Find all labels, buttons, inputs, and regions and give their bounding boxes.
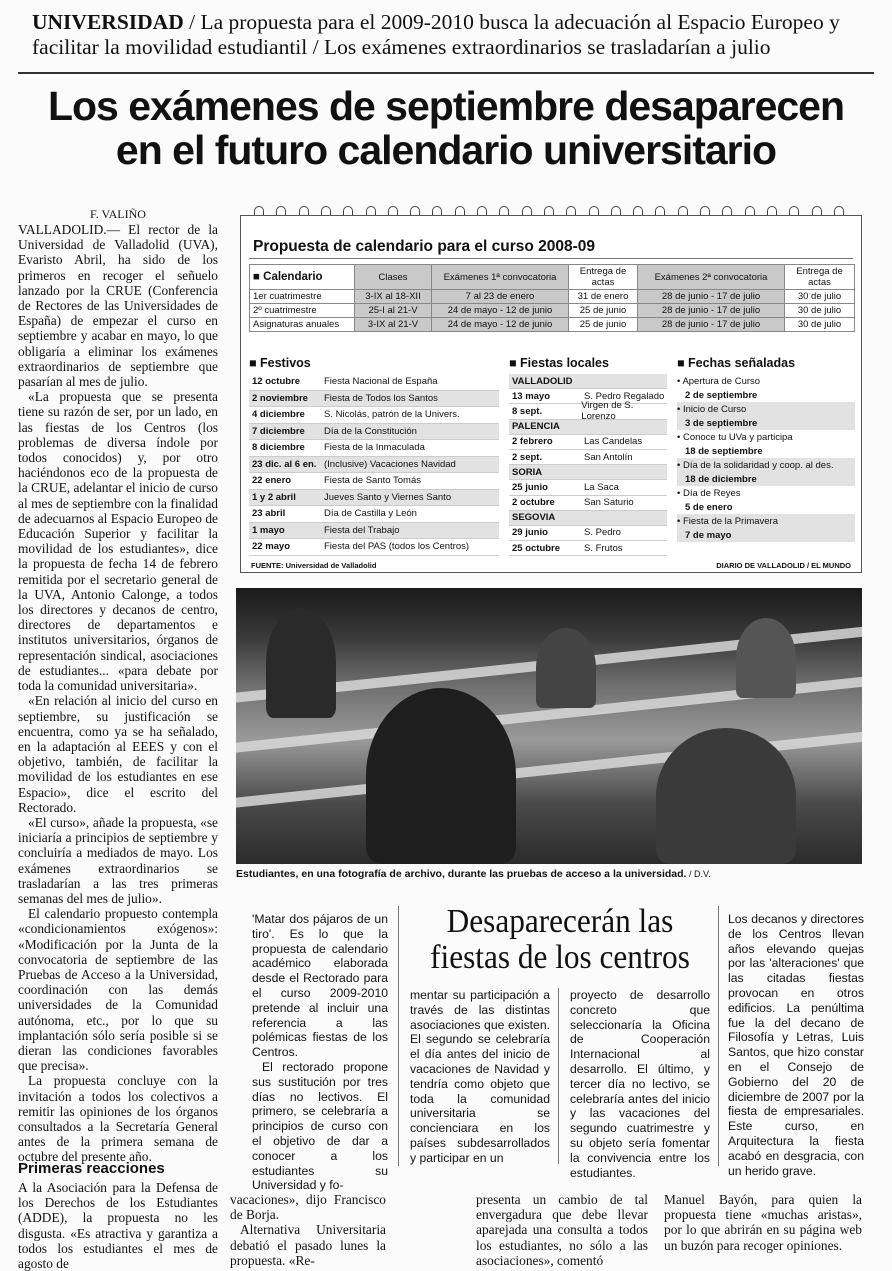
student-figure — [266, 608, 336, 718]
table-cell: 30 de julio — [785, 304, 855, 318]
city-name: SEGOVIA — [512, 512, 556, 524]
divider — [18, 72, 874, 74]
kicker-text: / La propuesta para el 2009-2010 busca la adecuación al Espacio Europeo y facilitar la movilidad estudiantil / Los exámenes extraordinarios se trasladarían a julio — [32, 10, 840, 59]
sidebar-column-2: mentar su participación a través de las distintas asociaciones que existen. El segundo se celebraría el día antes del inicio de vacaciones de Navidad y tendría como objeto que toda la comunidad universitaria se concienciara en los países subdesarrollados y participar en un — [410, 988, 550, 1165]
event-name: • Fiesta de la Primavera — [677, 514, 855, 528]
local-date: 2 febrero — [512, 436, 553, 448]
local-fiesta-name: S. Pedro Regalado — [584, 390, 665, 402]
caption-text: Estudiantes, en una fotografía de archivo, durante las pruebas de acceso a la universidad. — [236, 868, 687, 880]
calendar-footer — [251, 561, 851, 570]
local-fiesta-name: La Saca — [584, 481, 619, 493]
student-figure — [656, 728, 796, 864]
table-header-cell: Exámenes 2ª convocatoria — [638, 265, 785, 290]
holiday-date: 4 diciembre — [252, 409, 305, 421]
holiday-date: 7 diciembre — [252, 425, 305, 437]
paragraph: El calendario propuesto contempla «condicionamientos exógenos»: «Modificación por la Junta de la convocatoria de septiembre de las Pruebas de Acceso a la Universidad, coordinación con las demás universidades de la Comunidad autónoma, etc., por lo que su implantación sólo sería posible si se dieran las condiciones favorables que precisa». — [18, 906, 218, 1074]
table-cell: 2º cuatrimestre — [250, 304, 355, 318]
holiday-name: Fiesta del PAS (todos los Centros) — [324, 541, 470, 553]
list-item — [509, 450, 667, 465]
article-column-4 — [664, 1192, 862, 1253]
local-date: 2 octubre — [512, 497, 555, 509]
local-date: 25 junio — [512, 481, 548, 493]
headline-line-1: Los exámenes de septiembre desaparecen — [47, 83, 845, 129]
event-date: 18 de diciembre — [677, 472, 855, 486]
event-date: 2 de septiembre — [685, 389, 758, 401]
headline — [18, 84, 874, 172]
table-cell: 30 de julio — [785, 318, 855, 332]
local-fiesta-name: San Saturio — [584, 497, 634, 509]
event-date: 18 de septiembre — [685, 445, 763, 457]
table-cell: 24 de mayo - 12 de junio — [432, 304, 569, 318]
photo-credit: / D.V. — [686, 869, 711, 879]
holiday-date: 12 octubre — [252, 376, 301, 388]
fechas-senaladas-title: ■ Fechas señaladas — [677, 356, 796, 370]
holiday-name: Jueves Santo y Viernes Santo — [324, 491, 452, 503]
article-column-1 — [18, 222, 218, 1165]
local-date: 29 junio — [512, 527, 548, 539]
article-column-1-continued — [18, 1180, 218, 1271]
holiday-name: Fiesta de la Inmaculada — [324, 442, 425, 454]
kicker — [32, 10, 872, 60]
table-cell: 24 de mayo - 12 de junio — [432, 318, 569, 332]
fiestas-locales-list — [509, 374, 667, 556]
holiday-name: Fiesta del Trabajo — [324, 524, 400, 536]
list-item — [249, 407, 499, 424]
table-header-cell: Exámenes 1ª convocatoria — [432, 265, 569, 290]
event-name: • Día de Reyes — [677, 487, 741, 499]
list-item — [509, 526, 667, 541]
student-figure — [366, 688, 516, 864]
table-header-cell: Entrega de actas — [569, 265, 638, 290]
paragraph: vacaciones», dijo Francisco de Borja. — [230, 1192, 386, 1223]
local-date: 25 octubre — [512, 542, 561, 554]
holiday-date: 22 mayo — [252, 541, 291, 553]
holiday-date: 1 y 2 abril — [252, 491, 296, 503]
city-name: PALENCIA — [512, 421, 560, 433]
list-item — [509, 465, 667, 480]
local-fiesta-name: Virgen de S. Lorenzo — [581, 400, 634, 423]
list-item — [249, 374, 499, 391]
event-name: • Inicio de Curso — [677, 402, 855, 416]
list-item — [509, 400, 667, 423]
student-figure — [536, 628, 596, 708]
credit-note: DIARIO DE VALLADOLID / EL MUNDO — [716, 561, 851, 570]
list-item — [509, 511, 667, 526]
list-item — [509, 541, 667, 556]
fechas-senaladas-list — [677, 374, 855, 542]
paragraph: «La propuesta que se presenta tiene su razón de ser, por un lado, en las fiestas de los Centros (los problemas de diversa índole por todos conocidos) y, por otro haciéndonos eco de la propuesta de la CRUE, adelantar el inicio de curso al mes de septiembre con la finalidad de adecuarnos al Espacio Europeo de Educación Superior y facilitar la movilidad de los estudiantes», dice la propuesta de fecha 14 de febrero remitida por el secretario general de la UVA, Antonio Calonge, a todos los directores y decanos de centro, directores de departamentos e institutos universitarios, órganos de representación sindical, asociaciones de estudiantes... «para debate por toda la comunidad universitaria». — [18, 389, 218, 694]
table-cell: 25-I al 21-V — [355, 304, 432, 318]
calendar-graphic — [240, 215, 862, 573]
table-row — [250, 290, 855, 304]
local-fiesta-name: Las Candelas — [584, 436, 643, 448]
table-cell: 25 de junio — [569, 304, 638, 318]
table-header-cell: Clases — [355, 265, 432, 290]
paragraph: 'Matar dos pájaros de un tiro'. Es lo que la propuesta de calendario académico elaborada desde el Rectorado para el curso 2009-2010 pretende al incluir una referencia a las polémicas fiestas de los Centros. — [252, 912, 388, 1060]
paragraph: A la Asociación para la Defensa de los Derechos de los Estudiantes (ADDE), la propuesta no les disgusta. «Es atractiva y garantiza a todos los estudiantes el mes de agosto de — [18, 1180, 218, 1271]
holiday-date: 1 mayo — [252, 524, 285, 536]
paragraph: El rectorado propone sus sustitución por tres días no lectivos. El primero, se celebraría a principios de curso con el objetivo de dar a conocer a los estudiantes su Universidad y fo- — [252, 1059, 388, 1193]
event-name: • Conoce tu UVa y participa — [677, 431, 793, 443]
local-fiesta-name: S. Pedro — [584, 527, 621, 539]
table-cell: 31 de enero — [569, 290, 638, 304]
local-date: 2 sept. — [512, 451, 543, 463]
table-cell: 30 de julio — [785, 290, 855, 304]
list-item — [249, 391, 499, 408]
list-item — [509, 480, 667, 495]
calendar-table — [249, 264, 855, 332]
local-fiesta-name: S. Frutos — [584, 542, 623, 554]
list-item — [509, 496, 667, 511]
sidebar-column-1 — [252, 912, 388, 1193]
festivos-list — [249, 374, 499, 556]
table-row — [250, 304, 855, 318]
column-rule — [558, 988, 559, 1164]
table-cell: 28 de junio - 17 de julio — [638, 290, 785, 304]
section-label: UNIVERSIDAD — [32, 10, 184, 34]
list-item — [509, 374, 667, 389]
table-header-row — [250, 265, 855, 290]
local-fiesta-name: San Antolín — [584, 451, 633, 463]
paragraph: Manuel Bayón, para quien la propuesta tiene «muchas aristas», por lo que abrirán en su página web un buzón para recoger opiniones. — [664, 1192, 862, 1253]
local-date: 8 sept. — [512, 405, 543, 417]
photo-caption — [236, 868, 862, 880]
event-date: 3 de septiembre — [677, 416, 855, 430]
students-exam-photo — [236, 588, 862, 864]
table-row — [250, 318, 855, 332]
byline: F. VALIÑO — [90, 207, 146, 221]
holiday-name: Fiesta Nacional de España — [324, 376, 438, 388]
list-item — [249, 490, 499, 507]
paragraph: presenta un cambio de tal envergadura que debe llevar aparejada una consulta a todos los estudiantes, no sólo a las asociaciones», comentó — [476, 1192, 648, 1268]
holiday-date: 23 abril — [252, 508, 286, 520]
list-item — [249, 457, 499, 474]
table-cell: 7 al 23 de enero — [432, 290, 569, 304]
local-date: 13 mayo — [512, 390, 551, 402]
city-name: SORIA — [512, 466, 543, 478]
sidebar-column-4: Los decanos y directores de los Centros llevan años elevando quejas por las 'alteraciones' que las citadas fiestas provocan en otros edificios. La penúltima fue la del decano de Filosofía y Letras, Luis Santos, que hizo constar en el Consejo de Gobierno del 20 de diciembre de 2007 por la fiesta de empresariales. Este curso, en Arquitectura la fiesta acabó en desgracia, con un herido grave. — [728, 912, 864, 1178]
headline-line-2: en el futuro calendario universitario — [115, 127, 777, 173]
holiday-name: Fiesta de Santo Tomás — [324, 475, 421, 487]
column-rule — [718, 906, 719, 1166]
list-item — [509, 435, 667, 450]
list-item — [249, 523, 499, 540]
student-figure — [736, 618, 796, 698]
paragraph: «En relación al inicio del curso en septiembre, su justificación se encuentra, como ya se ha señalado, en la adaptación al EEES y con el objetivo, también, de facilitar la movilidad de los estudiantes en ese Espacio», dice el escrito del Rectorado. — [18, 693, 218, 815]
table-cell: 25 de junio — [569, 318, 638, 332]
divider — [249, 258, 853, 259]
table-cell: 28 de junio - 17 de julio — [638, 304, 785, 318]
sidebar-headline: Desaparecerán las fiestas de los centros — [430, 903, 690, 976]
holiday-name: S. Nicolás, patrón de la Univers. — [324, 409, 460, 421]
source-note: FUENTE: Universidad de Valladolid — [251, 561, 377, 570]
event-name: • Apertura de Curso — [677, 375, 761, 387]
table-cell: 3-IX al 18-XII — [355, 290, 432, 304]
table-header-cell: Entrega de actas — [785, 265, 855, 290]
list-item — [249, 440, 499, 457]
city-name: VALLADOLID — [512, 375, 573, 387]
table-cell: 3-IX al 21-V — [355, 318, 432, 332]
holiday-date: 22 enero — [252, 475, 292, 487]
list-item — [249, 424, 499, 441]
holiday-date: 23 dic. al 6 en. — [252, 458, 317, 470]
fiestas-locales-title: ■ Fiestas locales — [509, 356, 609, 370]
column-rule — [398, 906, 399, 1166]
paragraph: Alternativa Universitaria debatió el pasado lunes la propuesta. «Re- — [230, 1222, 386, 1268]
paragraph: VALLADOLID.— El rector de la Universidad de Valladolid (UVA), Evaristo Abril, ha sido de los primeros en recoger el señuelo lanzado por la CRUE (Conferencia de Rectores de las Universidades de España) de empezar el curso en septiembre y acabar en mayo, lo que obligaría a eliminar los exámenes extraordinarios de septiembre que pasarían al mes de julio. — [18, 222, 218, 390]
holiday-name: Día de Castilla y León — [324, 508, 417, 520]
paragraph: La propuesta concluye con la invitación a todos los colectivos a remitir las opiniones de los órganos consultados a la Secretaría General antes de la primera semana de octubre del presente año. — [18, 1073, 218, 1165]
holiday-date: 2 noviembre — [252, 392, 308, 404]
list-item — [249, 539, 499, 556]
calendar-title: Propuesta de calendario para el curso 2008-09 — [253, 238, 596, 255]
holiday-name: Día de la Constitución — [324, 425, 417, 437]
article-column-2 — [230, 1192, 386, 1268]
event-name: • Día de la solidaridad y coop. al des. — [677, 458, 855, 472]
event-date: 7 de mayo — [677, 528, 855, 542]
article-column-3 — [476, 1192, 648, 1268]
table-cell: 1er cuatrimestre — [250, 290, 355, 304]
list-item — [249, 473, 499, 490]
subhead: Primeras reacciones — [18, 1160, 165, 1177]
festivos-title: ■ Festivos — [249, 356, 311, 370]
table-cell: 28 de junio - 17 de julio — [638, 318, 785, 332]
holiday-name: Fiesta de Todos los Santos — [324, 392, 438, 404]
table-header-cell: ■ Calendario — [250, 265, 355, 290]
event-date: 5 de enero — [685, 501, 733, 513]
holiday-date: 8 diciembre — [252, 442, 305, 454]
holiday-name: (Inclusive) Vacaciones Navidad — [324, 458, 456, 470]
paragraph: «El curso», añade la propuesta, «se iniciaría a principios de septiembre y concluiría a mediados de mayo. Los exámenes extraordinarios se trasladarían a las tres primeras semanas del mes de julio». — [18, 814, 218, 906]
table-cell: Asignaturas anuales — [250, 318, 355, 332]
sidebar-column-3: proyecto de desarrollo concreto que seleccionaría la Oficina de Cooperación Internacional al desarrollo. El último, y tercer día no lectivo, se celebraría antes del inicio y las vacaciones del segundo cuatrimestre y su objeto sería fomentar la convivencia entre los estudiantes. — [570, 988, 710, 1180]
list-item — [249, 506, 499, 523]
